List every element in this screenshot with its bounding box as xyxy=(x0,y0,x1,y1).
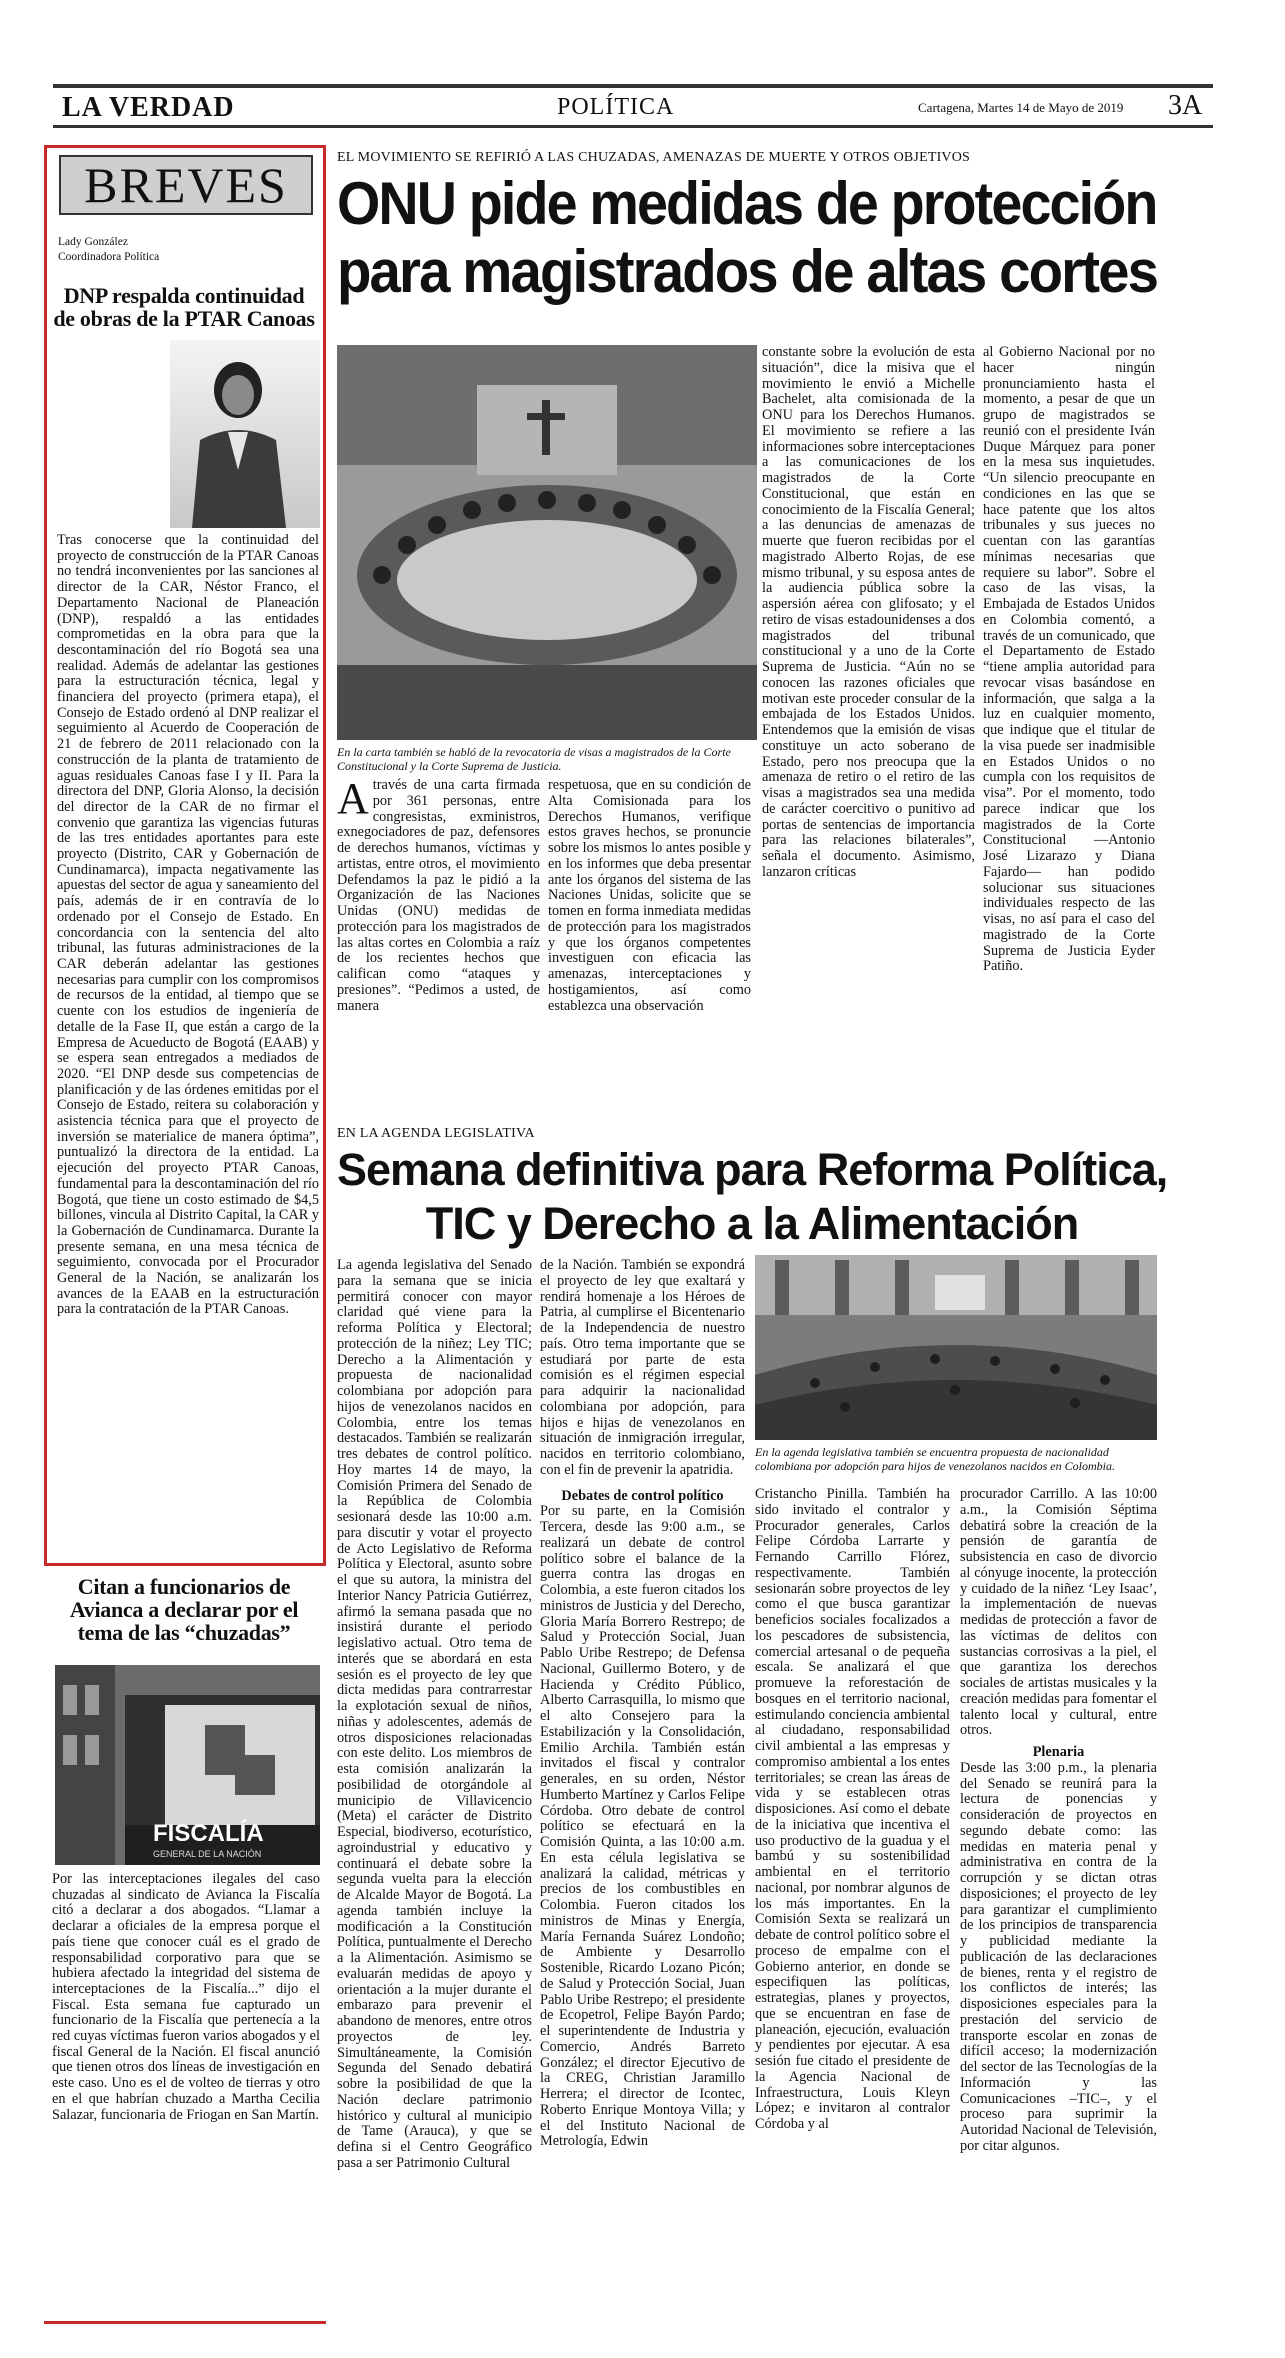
story2-col2-subhead: Debates de control político xyxy=(561,1487,724,1504)
story1-photo-caption: En la carta también se habló de la revocatoria de visas a magistrados de la Corte Constitucional y la Corte Suprema de Justicia. xyxy=(337,745,731,773)
brief1-portrait-photo xyxy=(170,340,320,528)
story2-senate-photo xyxy=(755,1255,1157,1440)
story2-col4b-text: Desde las 3:00 p.m., la plenaria del Senado se reunirá para la lectura de ponencias y consideración de proyectos en segundo debate como: las medidas en materia penal y administrativa en contra de la corrupción y se dictan otras disposiciones; el proyecto de ley para garantizar el cumplimiento de los principios de transparencia y publicidad mediante la publicación de las declaraciones de bienes, renta y el registro de los conflictos de interés; las disposiciones especiales para la prestación del servicio de transporte escolar en zonas de difícil acceso; la modernización del sector de las Tecnologías de la Información y las Comunicaciones –TIC–, y el proceso para suprimir la Autoridad Nacional de Televisión, por citar algunos. xyxy=(960,1759,1157,2154)
story1-column-3: constante sobre la evolución de esta situación”, dice la misiva que el movimiento le envió a Michelle Bachelet, alta comisionada de la ONU para los Derechos Humanos. El movimiento se refiere a las informaciones sobre interceptaciones a las comunicaciones de los magistrados de la Corte Constitucional, que están en conocimiento de la Fiscalía General; a las denuncias de amenazas de muerte que fueron recibidas por el magistrado Alberto Rojas, de ese mismo tribunal, y su esposa antes de la audiencia pública sobre la aspersión aérea con glifosato; y el retiro de visas estadounidenses a dos magistrados del tribunal constitucional y a uno de la Corte Suprema de Justicia. “Aún no se conocen las razones oficiales que motivan este proceder consular de la embajada de los Estados Unidos. Entendemos que la emisión de visas constituye un acto soberano de Estado, pero nos preocupa que la amenaza de retiro o el retiro de las visas a magistrados sea una medida de carácter coercitivo o punitivo ad portas de sentencias de importancia para las relaciones bilaterales”, señala el documento. Asimismo, lanzaron críticas xyxy=(762,345,975,880)
fiscalia-sign-subtext: GENERAL DE LA NACIÓN xyxy=(153,1849,262,1859)
header-bottom-rule xyxy=(53,125,1213,128)
sidebar-bottom-rule xyxy=(44,2321,326,2324)
byline-name: Lady González xyxy=(58,236,128,248)
story1-headline-line2: para magistrados de altas cortes xyxy=(337,238,1158,305)
story1-column-1 xyxy=(337,778,540,1108)
brief2-fiscalia-photo xyxy=(55,1665,320,1865)
page-number: 3A xyxy=(1168,90,1203,121)
brief2-body: Por las interceptaciones ilegales del caso chuzadas al sindicato de Avianca la Fiscalía citó a declarar a dos abogados. “Llamar a declarar a oficiales de la empresa porque el país tiene que conocer cuál es el grado de responsabilidad corporativo para que se hubiera afectado la integridad del sistema de interceptaciones de la Fiscalía...” dijo el Fiscal. Esta semana fue capturado un funcionario de la Fiscalía que pertenecía a la red cuyas víctimas fueron varios abogados y el fiscal General de la Nación. El fiscal anunció que tienen otros dos líneas de investigación en este caso. Uno es el de volteo de tierras y otro en el que habrían chuzado a Martha Cecilia Salazar, funcionaria de Friogan en San Martín. xyxy=(52,1872,320,2123)
story2-column-4 xyxy=(960,1487,1157,2322)
story1-courtroom-photo xyxy=(337,345,757,740)
story2-column-2 xyxy=(540,1258,745,2318)
story2-col2b-text: Por su parte, en la Comisión Tercera, desde las 9:00 a.m., se realizará un debate de control político sobre el balance de la guerra contra las drogas en Colombia, a este fueron citados los ministros de Justicia y del Derecho, Gloria María Borrero Restrepo; de Salud y Protección Social, Juan Pablo Uribe Restrepo; de Defensa Nacional, Guillermo Botero, y de Hacienda y Crédito Público, Alberto Carrasquilla, lo mismo que el alto Consejero para la Estabilización y la Consolidación, Emilio Archila. También están invitados el fiscal y contralor generales, en su orden, Néstor Humberto Martínez y Carlos Felipe Córdoba. Otro debate de control político se efectuará en la Comisión Quinta, a las 10:00 a.m. En esta célula legislativa se analizará la calidad, métricas y precios de los combustibles en Colombia. Fueron citados los ministros de Minas y Energía, María Fernanda Suárez Londoño; de Ambiente y Desarrollo Sostenible, Ricardo Lozano Picón; de Salud y Protección Social, Juan Pablo Uribe Restrepo; el presidente de Ecopetrol, Felipe Bayón Pardo; el superintendente de Industria y Comercio, Andrés Barreto González; el director Ejecutivo de la CREG, Christian Jaramillo Herrera; el director de Icontec, Roberto Enrique Montoya Villa; y el del Instituto Nacional de Metrología, Edwin xyxy=(540,1503,745,2150)
story2-photo-caption: En la agenda legislativa también se encuentra propuesta de nacionalidad colombiana por adopción para hijos de venezolanos nacidos en Colombia. xyxy=(755,1445,1115,1473)
story2-col4-text: procurador Carrillo. A las 10:00 a.m., la Comisión Séptima debatirá sobre la creación de la pensión de garantía de subsistencia en caso de divorcio al cónyuge inocente, la protección y cuidado de la niñez ‘Ley Isaac’, la implementación de nuevas medidas de protección a favor de las víctimas de delitos con sustancias corrosivas a la piel, el que garantiza los derechos sociales de artistas musicales y la creación medidas para fomentar el talento local y cultural, entre otros. xyxy=(960,1487,1157,1739)
story1-headline-line1: ONU pide medidas de protección xyxy=(337,170,1157,237)
byline-role: Coordinadora Política xyxy=(58,251,160,263)
issue-date: Cartagena, Martes 14 de Mayo de 2019 xyxy=(918,100,1124,115)
story2-kicker: EN LA AGENDA LEGISLATIVA xyxy=(337,1126,535,1141)
story2-col4-subhead: Plenaria xyxy=(1032,1744,1085,1760)
brief2-headline: Citan a funcionarios de Avianca a declarar por el tema de las “chuzadas” xyxy=(69,1574,299,1645)
breves-title: BREVES xyxy=(59,155,313,215)
story1-column-2: respetuosa, que en su condición de Alta Comisionada para los Derechos Humanos, verifique estos graves hechos, se pronuncie sobre los mismos lo antes posible y en los informes que deba presentar ante los órganos del sistema de las Naciones Unidas, solicite que se tomen en forma inmediata medidas de protección para los magistrados y que los órganos competentes investiguen con eficacia las amenazas, interceptaciones y hostigamientos, así como establezca una observación xyxy=(548,778,751,1014)
story2-col2-text: de la Nación. También se expondrá el proyecto de ley que exaltará y rendirá homenaje a los Héroes de Patria, al cumplirse el Bicentenario de la Independencia de nuestro país. Otro tema importante que se estudiará por parte de esta comisión es el régimen especial para adquirir la nacionalidad colombiana por adopción, para hijos e hijas de venezolanos en situación de inmigración irregular, nacidos en territorio colombiano, con el fin de prevenir la apatridia. xyxy=(540,1258,745,1478)
story1-kicker: EL MOVIMIENTO SE REFIRIÓ A LAS CHUZADAS, AMENAZAS DE MUERTE Y OTROS OBJETIVOS xyxy=(337,150,971,165)
story2-column-3: Cristancho Pinilla. También ha sido invitado el contralor y Procurador generales, Carlos Felipe Córdoba Larrarte y Fernando Carrillo Flórez, respectivamente. También sesionarán sobre proyectos de ley como el que busca garantizar beneficios sociales focalizados a los pescadores de subsistencia, comercial artesanal o de pequeña escala. Se analizará el que promueve la reforestación de bosques en el territorio nacional, estimulando conciencia ambiental al ciudadano, responsabilidad civil ambiental a las empresas y compromiso ambiental a los entes territoriales; se crean las áreas de vida y se establecen otras disposiciones. Así como el debate de la iniciativa que incentiva el uso productivo de la guadua y el bambú y su sostenibilidad ambiental en el territorio nacional, por nombrar algunos de los más importantes. En la Comisión Sexta se realizará un debate de control político sobre el proceso de empalme con el Gobierno anterior, en donde se especifiquen las políticas, estrategias, planes y proyectos, que se encuentran en fase de planeación, ejecución, evaluación y pendientes por ejecutar. A esa sesión fue citado el presidente de la Agencia Nacional de Infraestructura, Louis Kleyn López; e invitaron al contralor Córdoba y al xyxy=(755,1487,950,2132)
section-name: POLÍTICA xyxy=(557,94,675,120)
newspaper-name: LA VERDAD xyxy=(62,92,235,123)
fiscalia-sign-text: FISCALÍA xyxy=(153,1820,264,1847)
header-top-rule xyxy=(53,84,1213,88)
story1-col1-text: través de una carta firmada por 361 personas, entre congresistas, exministros, exnegociadores de paz, defensores de derechos humanos, víctimas y artistas, entre otros, el movimiento Defendamos la paz le pidió a la Organización de las Naciones Unidas (ONU) medidas de protección para los magistrados de las altas cortes en Colombia a raíz de los recientes hechos que califican como “ataques y presiones”. “Pedimos a usted, de manera xyxy=(337,778,540,1014)
story2-headline-line1: Semana definitiva para Reforma Política, xyxy=(337,1144,1168,1195)
story2-headline-line2: TIC y Derecho a la Alimentación xyxy=(425,1198,1079,1249)
story1-dropcap: A xyxy=(337,778,369,823)
brief1-headline: DNP respalda continuidad de obras de la PTAR Canoas xyxy=(53,283,315,331)
brief1-body: Tras conocerse que la continuidad del proyecto de construcción de la PTAR Canoas no tendrá inconvenientes por las sanciones al director de la CAR, Néstor Franco, el Departamento Nacional de Planeación (DNP), respaldó a las entidades comprometidas en la obra para que la descontaminación del río Bogotá sea una realidad. Además de adelantar las gestiones para la estructuración técnica, legal y financiera del proyecto (primera etapa), el Consejo de Estado ordenó al DNP realizar el seguimiento al Acuerdo de Cooperación de 21 de febrero de 2011 relacionado con la construcción de la planta de tratamiento de aguas residuales Canoas fase I y II. Para la directora del DNP, Gloria Alonso, la decisión del director de la CAR de no firmar el convenio que garantiza las vigencias futuras de las tres entidades aportantes para este proyecto (Distrito, CAR y Gobernación de Cundinamarca), impacta negativamente las apuestas del sector de agua y saneamiento del país, además de ir en contravía de lo ordenado por el Consejo de Estado. En concordancia con la sentencia del alto tribunal, las futuras administraciones de la CAR deberán adelantar las gestiones necesarias para cumplir con los compromisos de recursos de la entidad, al tiempo que se cuente con los estudios de ingeniería de detalle de la Fase II, que están a cargo de la Empresa de Acueducto de Bogotá (EAAB) y se espera sean entregados a mediados de 2020. “El DNP desde sus competencias de planificación y de las órdenes emitidas por el Consejo de Estado, reitera su colaboración y asistencia técnica para que el proyecto de inversión se materialice de manera óptima”, puntualizó la directora de la entidad. La ejecución del proyecto PTAR Canoas, fundamental para la descontaminación del río Bogotá, que tiene un costo estimado de $4,5 billones, vincula al Distrito Capital, la CAR y la Gobernación de Cundinamarca. Durante la presente semana, en una mesa técnica de seguimiento, convocada por el Procurador General de la Nación, se analizarán los avances de la EAAB en la estructuración para la contratación de la PTAR Canoas. xyxy=(57,533,319,1318)
story1-column-4: al Gobierno Nacional por no hacer ningún pronunciamiento hasta el momento, a pesar de que un grupo de magistrados se reunió con el presidente Iván Duque Márquez para poner en la mesa sus inquietudes. “Un silencio preocupante en condiciones en las que se hace patente que los altos tribunales y sus jueces no cuentan con las garantías mínimas necesarias que requiere su labor”. Sobre el caso de las visas, la Embajada de Estados Unidos en Colombia comentó, a través de un comunicado, que el Departamento de Estado “tiene amplia autoridad para revocar visas basándose en información, que salga a la luz en cualquier momento, que indique que el titular de la visa puede ser inadmisible en Estados Unidos o no cumpla con los requisitos de visa”. Por el momento, todo parece indicar que los magistrados de la Corte Constitucional —Antonio José Lizarazo y Diana Fajardo— han podido solucionar sus situaciones individuales respecto de las visas, no así para el caso del magistrado de la Corte Suprema de Justicia Eyder Patiño. xyxy=(983,345,1155,975)
story2-column-1: La agenda legislativa del Senado para la semana que se inicia permitirá conocer con mayor claridad qué viene para la reforma Política y Electoral; protección de la niñez; Ley TIC; Derecho a la Alimentación y propuesta de nacionalidad colombiana por adopción para hijos de venezolanos nacidos en Colombia, entre los temas destacados. También se realizarán tres debates de control político. Hoy martes 14 de mayo, la Comisión Primera del Senado de la República de Colombia sesionará desde las 10:00 a.m. para discutir y votar el proyecto de Acto Legislativo de Reforma Política y Electoral, asunto sobre el que su autora, la ministra del Interior Nancy Patricia Gutiérrez, afirmó la semana pasada que no insistirá durante el periodo legislativo actual. Otro tema de interés que se abordará en esta sesión es el proyecto de ley que dicta medidas para contrarrestar la explotación sexual de niños, niñas y adolescentes, además de otros disposiciones relacionadas con este delito. Los miembros de esta comisión analizarán la posibilidad de otorgándole al municipio de Villavicencio (Meta) el carácter de Distrito Especial, biodiverso, ecoturístico, agroindustrial y educativo y continuará el debate sobre la segunda vuelta para la elección de Alcalde Mayor de Bogotá. La agenda también incluye la modificación a la Constitución Política, puntualmente el Derecho a la Alimentación. Asimismo se evaluarán medidas de apoyo y orientación a la mujer durante el embarazo para prevenir el abandono de menores, entre otros proyectos de ley. Simultáneamente, la Comisión Segunda del Senado debatirá sobre la posibilidad de que la Nación declare patrimonio histórico y cultural al municipio de Tame (Arauca), y que se defina si el Centro Geográfico pasa a ser Patrimonio Cultural xyxy=(337,1258,532,2171)
